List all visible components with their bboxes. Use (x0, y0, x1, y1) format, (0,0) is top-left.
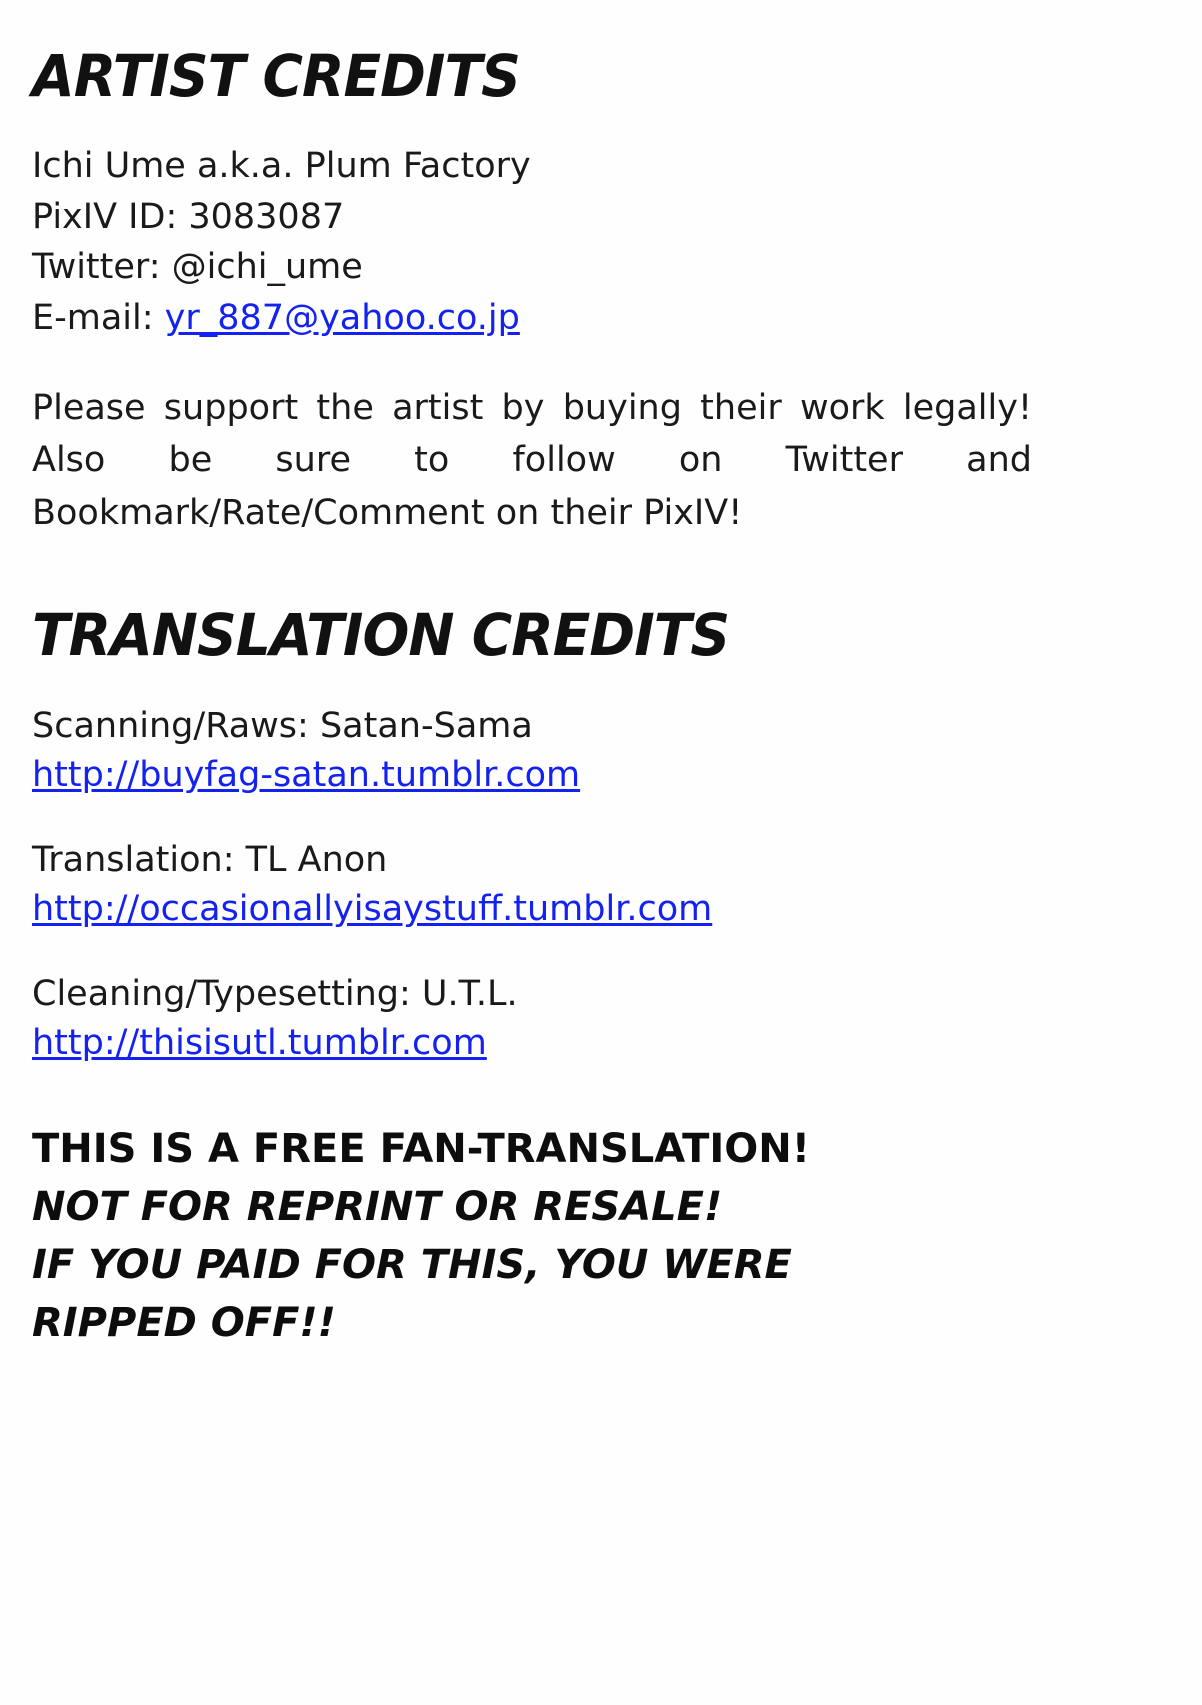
artist-pixiv-line: PixIV ID: 3083087 (32, 196, 345, 237)
credit-link-translation[interactable]: http://occasionallyisaystuff.tumblr.com (32, 889, 713, 930)
credits-content (32, 42, 1122, 1352)
artist-twitter-line: Twitter: @ichi_ume (32, 247, 363, 288)
artist-credits-heading: ARTIST CREDITS (32, 42, 520, 110)
credit-link-scanning[interactable]: http://buyfag-satan.tumblr.com (32, 755, 581, 796)
credit-role-typesetting: Cleaning/Typesetting: U.T.L. (32, 974, 518, 1015)
artist-name-line: Ichi Ume a.k.a. Plum Factory (32, 145, 531, 186)
credit-entry-translation (32, 836, 1122, 934)
translation-credits-heading: TRANSLATION CREDITS (32, 601, 730, 670)
credit-entry-typesetting (32, 970, 1122, 1068)
artist-email-link[interactable]: yr_887@yahoo.co.jp (164, 298, 520, 339)
support-artist-message: Please support the artist by buying their work legally! Also be sure to follow on Twitter and Bookmark/Rate/Comment on their PixIV! (32, 387, 1032, 533)
free-translation-notice (32, 1120, 1122, 1352)
notice-line-4: RIPPED OFF!! (32, 1300, 336, 1347)
credit-role-translation: Translation: TL Anon (32, 840, 388, 881)
artist-details (32, 141, 1122, 344)
credit-link-typesetting[interactable]: http://thisisutl.tumblr.com (32, 1023, 487, 1064)
artist-email-line (32, 293, 1122, 344)
artist-email-label: E-mail: (32, 298, 165, 339)
notice-line-1: THIS IS A FREE FAN-TRANSLATION! (32, 1126, 811, 1173)
credit-entry-scanning (32, 702, 1122, 800)
credit-role-scanning: Scanning/Raws: Satan-Sama (32, 706, 533, 747)
notice-line-2: NOT FOR REPRINT OR RESALE! (32, 1184, 723, 1231)
notice-line-3: IF YOU PAID FOR THIS, YOU WERE (32, 1242, 792, 1289)
